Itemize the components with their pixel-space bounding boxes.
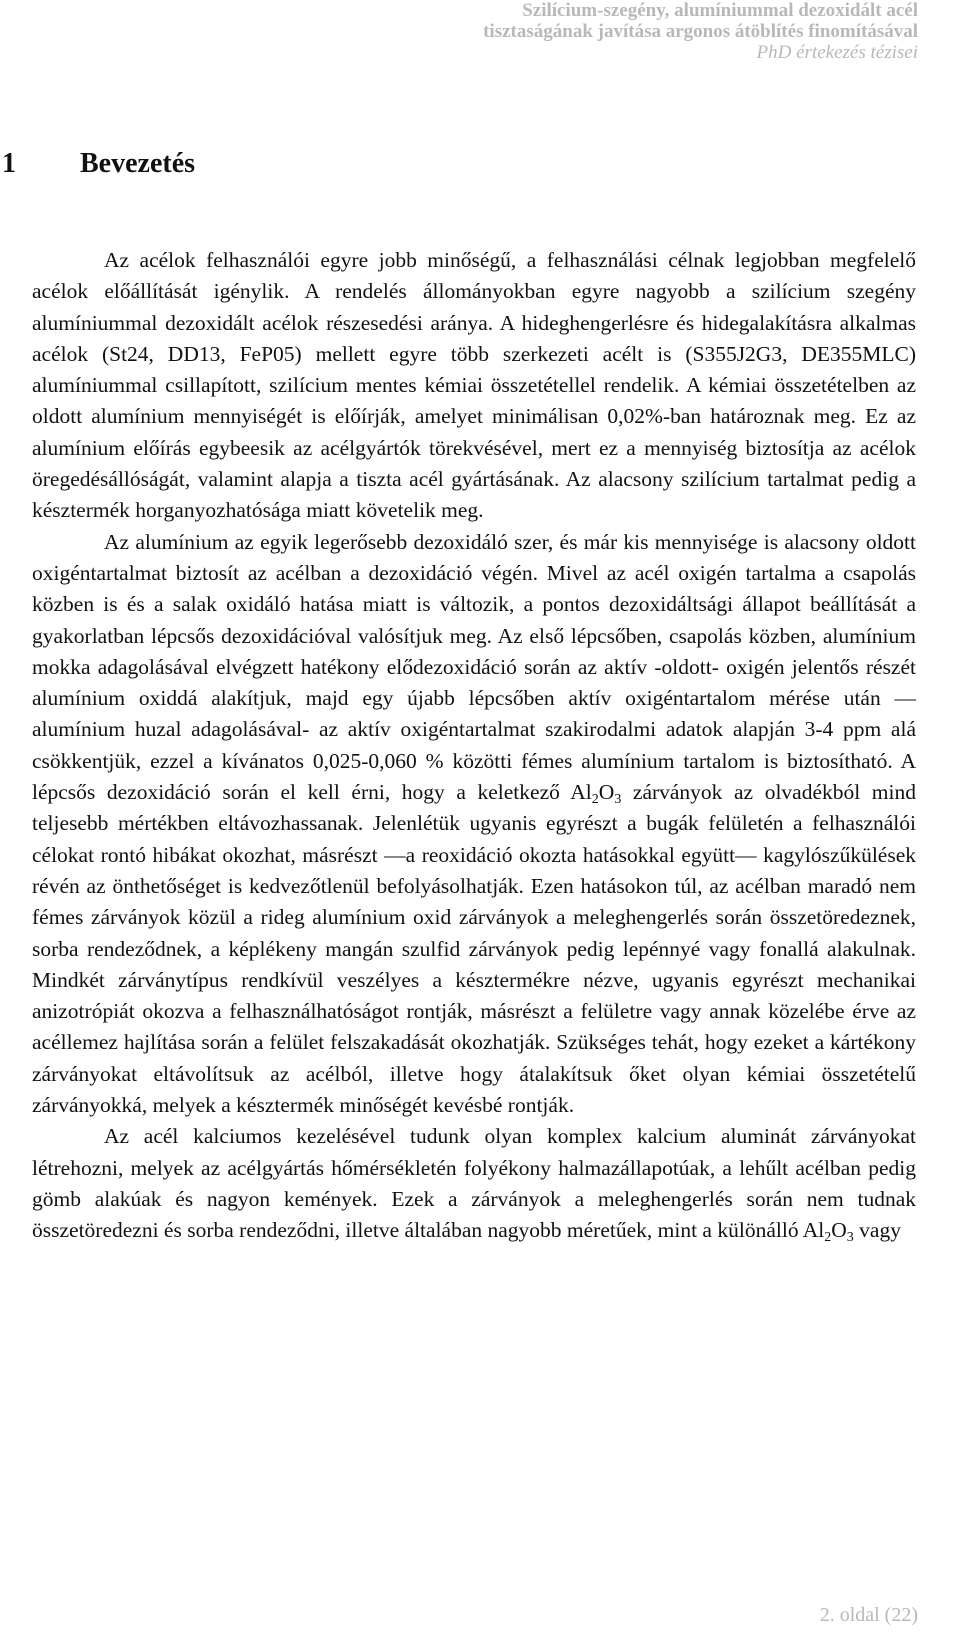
oxygen-symbol-b: O [831, 1218, 847, 1243]
section-number: 1 [2, 148, 16, 179]
oxygen-symbol: O [598, 780, 615, 805]
header-subtitle: PhD értekezés tézisei [756, 42, 918, 63]
paragraph-3 [32, 1121, 916, 1246]
section-title: Bevezetés [80, 148, 196, 179]
header-title-line-1: Szilícium-szegény, alumíniummal dezoxidált acél [522, 0, 918, 21]
document-body [32, 245, 916, 1247]
subscript-3: 3 [614, 792, 622, 808]
running-header [198, 0, 918, 63]
paragraph-2-text-b: zárványok az olvadékból mind teljesebb mértékben eltávozhassanak. Jelenlétük ugyanis egyrészt a bugák felületén a felhasználói célokat rontó hibákat okozhat, másrészt ―a reoxidáció okozta hatásokkal együtt― kagylószűkülések révén az önthetőséget is kedvezőtlenül befolyásolhatják. Ezen hatásokon túl, az acélban maradó nem fémes zárványok közül a rideg alumínium oxid zárványok a meleghengerlés során összetöredeznek, sorba rendeződnek, a képlékeny mangán szulfid zárványok pedig lepénnyé vagy fonallá alakulnak. Mindkét zárványtípus rendkívül veszélyes a késztermékre nézve, ugyanis egyrészt mechanikai anizotrópiát okozva a felhasználhatóságot rontják, másrészt a felületre vagy annak közelébe érve az acéllemez hajlítása során a felület felszakadását okozhatják. Szükséges tehát, hogy ezeket a kártékony zárványokat eltávolítsuk az acélból, illetve hogy átalakítsuk őket olyan kémiai összetételű zárványokká, melyek a késztermék minőségét kevésbé rontják. [32, 780, 917, 1118]
paragraph-3-text-b: vagy [853, 1218, 901, 1243]
paragraph-2-text-a: Az alumínium az egyik legerősebb dezoxidáló szer, és már kis mennyisége is alacsony oldott oxigéntartalmat biztosít az acélban a dezoxidáció végén. Mivel az acél oxigén tartalma a csapolás közben is és a salak oxidáló hatása miatt is változik, a pontos dezoxidáltsági állapot beállítását a gyakorlatban lépcsős dezoxidációval valósítjuk meg. Az első lépcsőben, csapolás közben, alumínium mokka adagolásával elvégzett hatékony elődezoxidáció során az aktív -oldott- oxigén jelentős részét alumínium oxiddá alakítjuk, majd egy újabb lépcsőben aktív oxigéntartalom mérése után —alumínium huzal adagolásával- az aktív oxigéntartalmat szakirodalmi adatok alapján 3-4 ppm alá csökkentjük, ezzel a kívánatos 0,025-0,060 % közötti fémes alumínium tartalom is biztosítható. A lépcsős dezoxidáció során el kell érni, hogy a keletkező Al [32, 529, 916, 805]
subscript-2b: 2 [824, 1230, 832, 1246]
subscript-3b: 3 [846, 1230, 854, 1246]
paragraph-1: Az acélok felhasználói egyre jobb minőségű, a felhasználási célnak legjobban megfelelő acélok előállítását igénylik. A rendelés állományokban egyre nagyobb a szilícium szegény alumíniummal dezoxidált acélok részesedési aránya. A hideghengerlésre és hidegalakításra alkalmas acélok (St24, DD13, FeP05) mellett egyre több szerkezeti acélt is (S355J2G3, DE355MLC) alumíniummal csillapított, szilícium mentes kémiai összetétellel rendelik. A kémiai összetételben az oldott alumínium mennyiségét is előírják, amelyet minimálisan 0,02%-ban határoznak meg. Ez az alumínium előírás egybeesik az acélgyártók törekvésével, mert ez a mennyiség biztosítja az acélok öregedésállóságát, valamint alapja a tiszta acél gyártásának. Az alacsony szilícium tartalmat pedig a késztermék horganyozhatósága miatt követelik meg. [32, 248, 916, 523]
page-number: 2. oldal (22) [819, 1604, 918, 1626]
paragraph-3-text-a: Az acél kalciumos kezelésével tudunk olyan komplex kalcium aluminát zárványokat létrehozni, melyek az acélgyártás hőmérsékletén folyékony halmazállapotúak, a lehűlt acélban pedig gömb alakúak és nagyon kemények. Ezek a zárványok a meleghengerlés során nem tudnak összetöredezni és sorba rendeződni, illetve általában nagyobb méretűek, mint a különálló Al [32, 1124, 916, 1243]
header-title-line-2: tisztaságának javítása argonos átöblítés finomításával [483, 21, 918, 42]
paragraph-2 [32, 527, 916, 1122]
subscript-2: 2 [591, 792, 599, 808]
